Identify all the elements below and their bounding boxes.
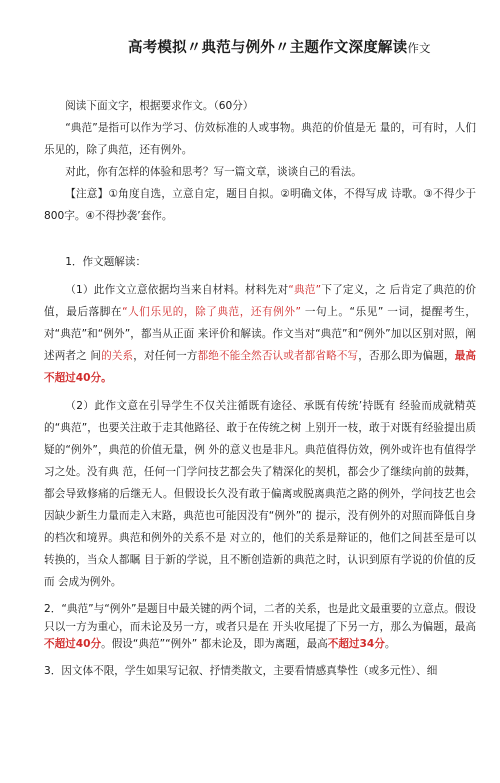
- document-page: [0, 36, 500, 783]
- s1p1-text-e: 一句上。“乐见” 一词，提醒考生，对“典范”和“例外”，都当从正面 来评价和解读。作文当对“典范”和“例外”加以区别对照，阐述两者之 间: [44, 306, 476, 362]
- s1p1-text-g: ，对任何一方: [133, 350, 198, 362]
- prompt-intro: 阅读下面文字，根据要求作文。（60分）: [65, 100, 254, 112]
- s1p1-text-c: 下了定义，之 后肯定了典范的价值，最后落脚在: [44, 284, 476, 318]
- title-suffix: 作文: [407, 41, 431, 55]
- section-2-paragraph: [44, 601, 476, 654]
- section-1-paragraph-2: （2）此作文意在引导学生不仅关注循既有途径、承既有传统’持既有 经验而成就精英的“典范”，也要关注敢于走其他路径、敢于在传统之树 上别开一枝，敢于对既有经验提出质疑的“例外”，典范的价值无量，例 外的意义也是非凡。典范值得仿效，例外或许也有值得学习之处。没有典 范，任何一门学问技艺都会失了精深化的契机，都会少了继续向前的鼓舞， 都会导致修痛的后继无人。但假设长久没有敢于偏离或脱离典范之路的例外，学问技艺也会因缺少新生力量而走入末路，典范也可能因没有“例外”的 提示，没有例外的对照而降低自身的档次和境界。典范和例外的关系不是 对立的，他们的关系是辩证的，他们之间甚至是可以转换的，当众人都瞩 目于新的学说，且不断创造新的典范之时，认识到原有学说的价值的反而 会成为例外。: [44, 400, 476, 588]
- s1p1-text-a: （1）此作文立意依据均当来自材料。材料先对: [65, 284, 289, 296]
- prompt-notice: 【注意】①角度自选，立意自定，题目自拟。②明确文体，不得写成 诗歌。③不得少于800字。④不得抄袭’套作。: [44, 188, 476, 222]
- s2-highlight-d: 不超过34分: [327, 638, 385, 650]
- page-title: [128, 36, 476, 57]
- s2-text-e: 。: [384, 638, 396, 650]
- prompt-paragraph-1: “典范”是指可以作为学习、仿效标准的人或事物。典范的价值是无 量的，可有时，人们乐见的，除了典范，还有例外。: [44, 122, 476, 156]
- prompt-paragraph-2: 对此，你有怎样的体验和思考？写一篇文章，谈谈自己的看法。: [65, 166, 362, 178]
- section-3-paragraph: 3．因文体不限，学生如果写记叙、抒情类散文，主要看情感真挚性（或多元性）、细: [44, 664, 438, 677]
- s1p1-highlight-j: 最高不超过40分。: [44, 350, 477, 384]
- s1p1-highlight-d: “人们乐见的，除了典范，还有例外”: [122, 306, 301, 318]
- s2-text-c: 。假设“典范”“例外” 都未论及，即为离题，最高: [101, 638, 328, 650]
- section-1-heading: 1．作文题解读：: [65, 256, 147, 268]
- s1p1-highlight-b: “典范”: [288, 284, 322, 296]
- s2-highlight-b: 不超过40分: [44, 638, 102, 650]
- section-1-paragraph-1: [44, 279, 476, 389]
- s1p1-text-i: ，否那么即为偏题，: [358, 350, 455, 362]
- s1p1-highlight-h: 都绝不能全然否认或者都省略不写: [197, 350, 359, 362]
- s2-text-a: 2．“典范”与“例外”是题目中最关键的两个词，二者的关系，也是此文最重要的立意点。假设只以一方为重心，而未论及另一方，或者只是在 开头收尾提了下另一方，那么为偏题，最高: [44, 603, 476, 633]
- title-main: 高考模拟〃典范与例外〃主题作文深度解读: [128, 40, 408, 56]
- s1p1-highlight-f: 的关系: [101, 350, 134, 362]
